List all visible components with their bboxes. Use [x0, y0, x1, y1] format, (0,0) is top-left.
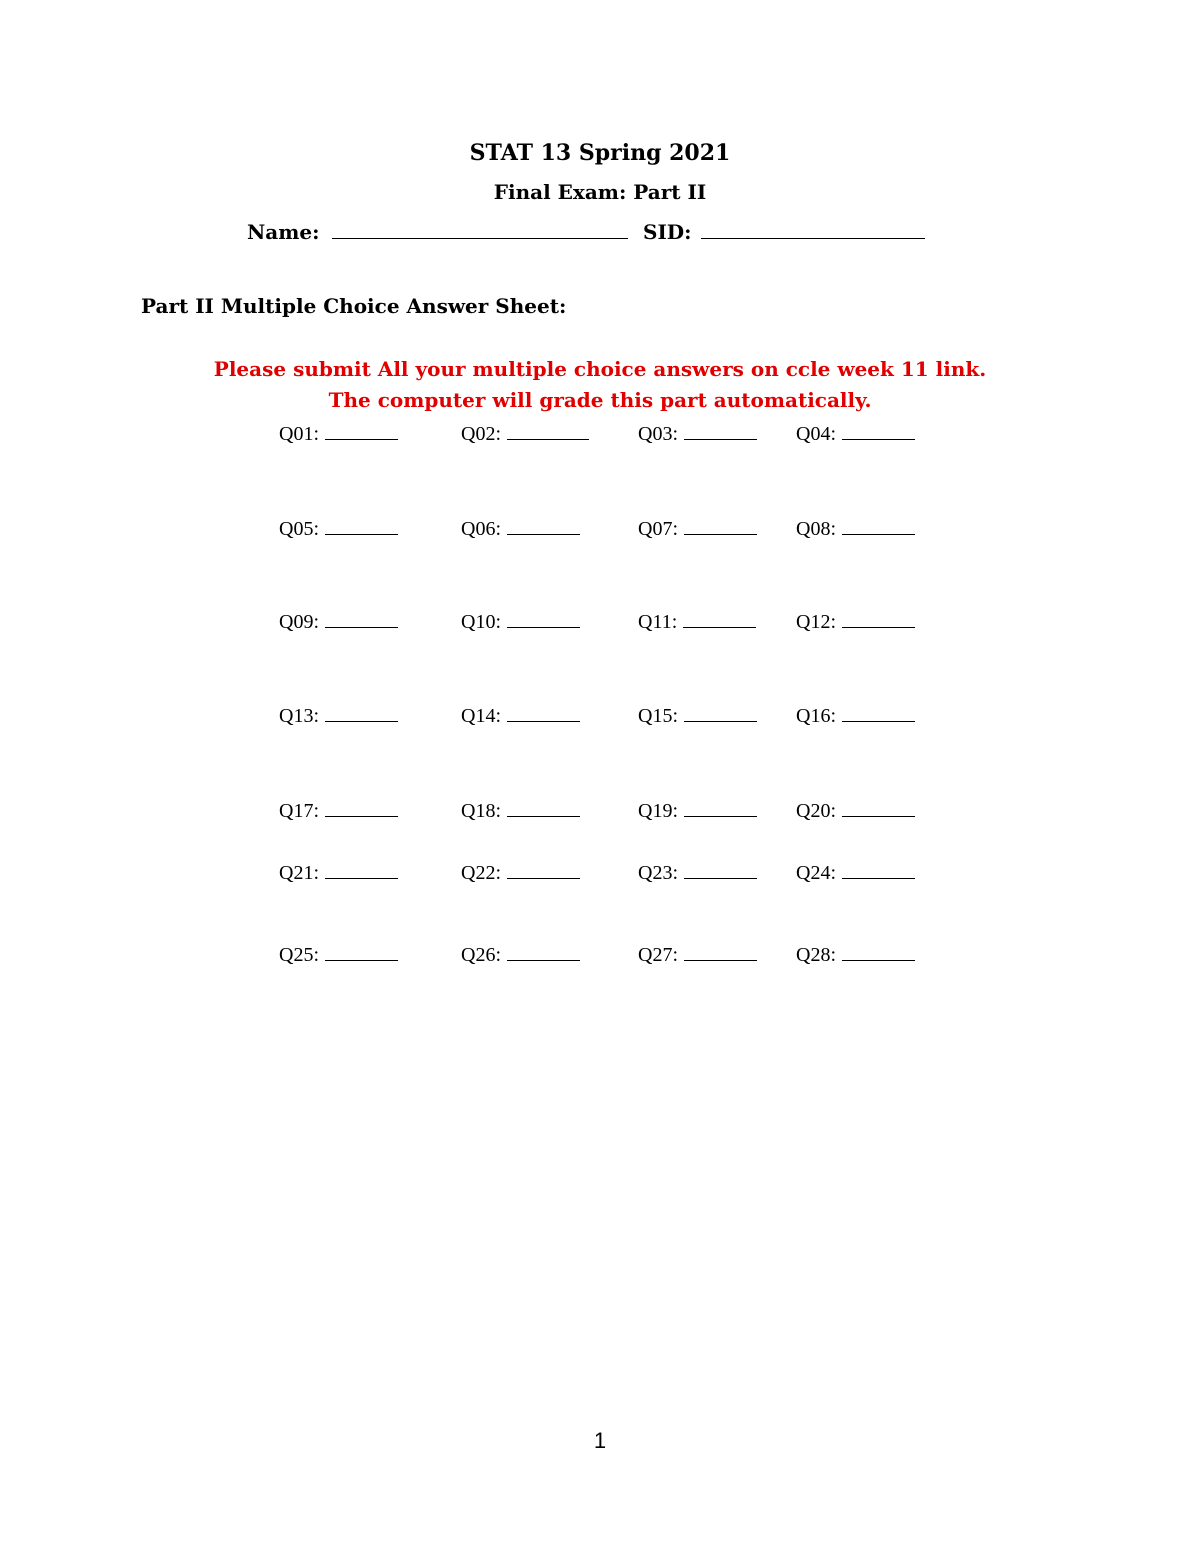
answer-blank[interactable]: [842, 860, 915, 879]
question-label: Q07:: [638, 518, 678, 540]
question-q24: [796, 860, 915, 885]
name-field[interactable]: [332, 218, 628, 239]
question-q18: [461, 798, 580, 823]
question-q15: [638, 703, 757, 728]
question-label: Q14:: [461, 705, 501, 727]
question-q23: [638, 860, 757, 885]
question-label: Q12:: [796, 611, 836, 633]
answer-blank[interactable]: [684, 798, 757, 817]
answer-blank[interactable]: [325, 703, 398, 722]
question-label: Q26:: [461, 944, 501, 966]
question-label: Q06:: [461, 518, 501, 540]
question-q20: [796, 798, 915, 823]
question-q25: [279, 942, 398, 967]
question-q13: [279, 703, 398, 728]
answer-blank[interactable]: [507, 516, 580, 535]
question-label: Q17:: [279, 800, 319, 822]
answer-blank[interactable]: [842, 703, 915, 722]
question-q03: [638, 421, 757, 446]
question-q26: [461, 942, 580, 967]
question-label: Q09:: [279, 611, 319, 633]
question-label: Q23:: [638, 862, 678, 884]
answer-blank[interactable]: [507, 942, 580, 961]
question-q01: [279, 421, 398, 446]
answer-blank[interactable]: [683, 609, 756, 628]
answer-blank[interactable]: [507, 798, 580, 817]
question-q08: [796, 516, 915, 541]
answer-blank[interactable]: [325, 798, 398, 817]
answer-blank[interactable]: [325, 860, 398, 879]
question-q06: [461, 516, 580, 541]
question-label: Q22:: [461, 862, 501, 884]
answer-blank[interactable]: [325, 421, 398, 440]
answer-blank[interactable]: [325, 516, 398, 535]
question-q11: [638, 609, 756, 634]
name-label: Name:: [247, 220, 320, 244]
answer-blank[interactable]: [684, 421, 757, 440]
question-q12: [796, 609, 915, 634]
answer-blank[interactable]: [507, 421, 589, 440]
question-label: Q28:: [796, 944, 836, 966]
question-q19: [638, 798, 757, 823]
question-label: Q20:: [796, 800, 836, 822]
question-q04: [796, 421, 915, 446]
question-q22: [461, 860, 580, 885]
question-q07: [638, 516, 757, 541]
submission-note-line-2: The computer will grade this part automatically.: [328, 388, 872, 412]
answer-blank[interactable]: [684, 703, 757, 722]
question-label: Q16:: [796, 705, 836, 727]
question-q28: [796, 942, 915, 967]
answer-blank[interactable]: [842, 942, 915, 961]
question-label: Q25:: [279, 944, 319, 966]
question-q10: [461, 609, 580, 634]
question-label: Q19:: [638, 800, 678, 822]
question-q21: [279, 860, 398, 885]
sid-label: SID:: [643, 220, 692, 244]
sid-row: [643, 218, 925, 244]
answer-blank[interactable]: [507, 609, 580, 628]
question-label: Q27:: [638, 944, 678, 966]
question-label: Q05:: [279, 518, 319, 540]
answer-blank[interactable]: [507, 703, 580, 722]
question-label: Q03:: [638, 423, 678, 445]
submission-note-line-1: Please submit All your multiple choice answers on ccle week 11 link.: [213, 357, 987, 381]
question-q14: [461, 703, 580, 728]
answer-blank[interactable]: [842, 798, 915, 817]
question-label: Q08:: [796, 518, 836, 540]
answer-blank[interactable]: [684, 516, 757, 535]
question-label: Q02:: [461, 423, 501, 445]
answer-blank[interactable]: [684, 942, 757, 961]
question-label: Q10:: [461, 611, 501, 633]
question-q02: [461, 421, 589, 446]
question-label: Q11:: [638, 611, 678, 633]
question-q16: [796, 703, 915, 728]
answer-blank[interactable]: [325, 942, 398, 961]
question-label: Q13:: [279, 705, 319, 727]
question-label: Q18:: [461, 800, 501, 822]
answer-blank[interactable]: [842, 421, 915, 440]
question-q27: [638, 942, 757, 967]
question-q05: [279, 516, 398, 541]
page-number: 1: [593, 1428, 607, 1453]
answer-blank[interactable]: [325, 609, 398, 628]
answer-blank[interactable]: [842, 609, 915, 628]
answer-blank[interactable]: [842, 516, 915, 535]
section-heading: Part II Multiple Choice Answer Sheet:: [141, 294, 567, 318]
exam-title: STAT 13 Spring 2021: [469, 140, 731, 166]
question-q17: [279, 798, 398, 823]
answer-blank[interactable]: [507, 860, 580, 879]
question-q09: [279, 609, 398, 634]
question-label: Q15:: [638, 705, 678, 727]
sid-field[interactable]: [701, 218, 925, 239]
question-label: Q04:: [796, 423, 836, 445]
question-label: Q24:: [796, 862, 836, 884]
answer-blank[interactable]: [684, 860, 757, 879]
exam-subtitle: Final Exam: Part II: [493, 180, 707, 204]
question-label: Q21:: [279, 862, 319, 884]
question-label: Q01:: [279, 423, 319, 445]
name-row: [247, 218, 628, 244]
